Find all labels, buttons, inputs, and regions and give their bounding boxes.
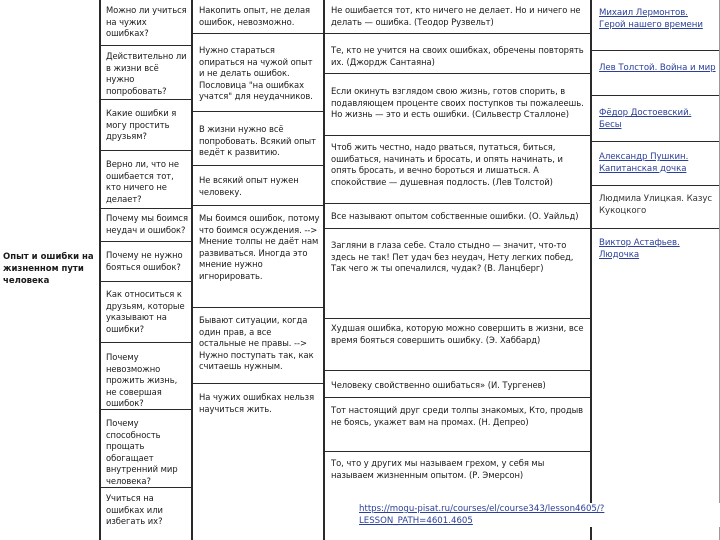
literature-entry: Людмила Улицкая. Казус Кукоцкого — [599, 194, 713, 216]
question-cell: Почему способность прощать обогащает внутренний мир человека? — [106, 418, 178, 486]
row-divider — [101, 487, 191, 488]
row-divider — [101, 45, 191, 46]
quote-cell: Все называют опытом собственные ошибки. (О. Уайльд) — [331, 211, 579, 221]
question-cell: Учиться на ошибках или избегать их? — [106, 493, 163, 527]
quote-cell: Если окинуть взглядом свою жизнь, готов спорить, в подавляющем проценте своих поступков ты пожалеешь. Но жизнь — это и есть ошибки. (Сильвестр Сталлоне) — [331, 86, 584, 120]
literature-column — [592, 0, 720, 540]
row-divider — [101, 241, 191, 242]
row-divider — [592, 185, 719, 186]
answer-cell: Мы боимся ошибок, потому что боимся осуждения. --> Мнение толпы не даёт нам развиваться. Иногда это мнение нужно игнорировать. — [199, 213, 320, 281]
row-divider — [592, 95, 719, 96]
question-cell: Почему невозможно прожить жизнь, не совершая ошибок? — [106, 352, 178, 409]
quote-cell: Не ошибается тот, кто ничего не делает. Но и ничего не делать — ошибка. (Теодор Рузвельт) — [331, 5, 581, 27]
literature-link[interactable]: Александр Пушкин. Капитанская дочка — [599, 152, 689, 174]
question-cell: Почему мы боимся неудач и ошибок? — [106, 213, 188, 235]
answer-cell: Накопить опыт, не делая ошибок, невозможно. — [199, 5, 311, 27]
questions-column — [101, 0, 193, 540]
question-cell: Какие ошибки я могу простить друзьям? — [106, 108, 177, 142]
row-divider — [325, 451, 590, 452]
row-divider — [325, 135, 590, 136]
row-divider — [193, 383, 323, 384]
answer-cell: Нужно стараться опираться на чужой опыт и не делать ошибок. Пословица "на ошибках учатся" для неудачников. — [199, 45, 313, 102]
row-divider — [101, 342, 191, 343]
row-divider — [325, 397, 590, 398]
row-divider — [325, 318, 590, 319]
literature-link[interactable]: Фёдор Достоевский. Бесы — [599, 108, 692, 130]
quote-cell: Загляни в глаза себе. Стало стыдно — значит, что-то здесь не так! Пет удач без неудач, Нету легких побед, Так чего ж ты опечалился, чудак? (В. Ланцберг) — [331, 240, 574, 274]
question-cell: Можно ли учиться на чужих ошибках? — [106, 5, 187, 39]
quote-cell: Худшая ошибка, которую можно совершить в жизни, все время бояться совершить ошибку. (Э. Хаббард) — [331, 323, 584, 345]
row-divider — [101, 409, 191, 410]
row-divider — [325, 370, 590, 371]
row-divider — [193, 307, 323, 308]
source-link[interactable]: https://mogu-pisat.ru/courses/el/course343/lesson4605/? LESSON_PATH=4601.4605 — [357, 503, 720, 527]
row-divider — [325, 203, 590, 204]
quote-cell: Тот настоящий друг среди толпы знакомых, Кто, продыв не боясь, укажет вам на промах. (Н. Депрео) — [331, 405, 584, 427]
answer-cell: Бывают ситуации, когда один прав, а все остальные не правы. --> Нужно поступать так, как считаешь нужным. — [199, 315, 314, 372]
quote-cell: Человеку свойственно ошибаться» (И. Тургенев) — [331, 380, 546, 390]
question-cell: Как относиться к друзьям, которые указывают на ошибки? — [106, 289, 185, 334]
row-divider — [101, 150, 191, 151]
topic-label: Опыт и ошибки на жизненном пути человека — [3, 252, 94, 286]
literature-link[interactable]: Михаил Лермонтов. Герой нашего времени — [599, 8, 703, 30]
answer-cell: В жизни нужно всё попробовать. Всякий опыт ведёт к развитию. — [199, 124, 316, 158]
row-divider — [193, 165, 323, 166]
quote-cell: Те, кто не учится на своих ошибках, обречены повторять их. (Джордж Сантаяна) — [331, 45, 584, 67]
literature-link[interactable]: Лев Толстой. Война и мир — [599, 63, 716, 73]
answer-cell: Не всякий опыт нужен человеку. — [199, 175, 299, 197]
row-divider — [193, 111, 323, 112]
row-divider — [325, 33, 590, 34]
row-divider — [193, 33, 323, 34]
question-cell: Действительно ли в жизни всё нужно попробовать? — [106, 51, 187, 96]
answer-cell: На чужих ошибках нельзя научиться жить. — [199, 392, 315, 414]
quote-cell: Чтоб жить честно, надо рваться, путаться, биться, ошибаться, начинать и бросать, и опять начинать, и опять бросать, и вечно бороться и лишаться. А спокойствие — душевная подлость. (Лев Толстой) — [331, 142, 563, 187]
quote-cell: То, что у других мы называем грехом, у себя мы называем жизненным опытом. (Р. Эмерсон) — [331, 458, 545, 480]
row-divider — [101, 208, 191, 209]
row-divider — [101, 281, 191, 282]
quotes-column — [325, 0, 592, 540]
row-divider — [592, 50, 719, 51]
row-divider — [325, 228, 590, 229]
row-divider — [592, 141, 719, 142]
row-divider — [193, 205, 323, 206]
row-divider — [325, 73, 590, 74]
row-divider — [592, 228, 719, 229]
topic-column — [0, 0, 101, 540]
literature-link[interactable]: Виктор Астафьев. Людочка — [599, 238, 680, 260]
row-divider — [101, 99, 191, 100]
question-cell: Верно ли, что не ошибается тот, кто ничего не делает? — [106, 159, 180, 204]
question-cell: Почему не нужно бояться ошибок? — [106, 250, 183, 272]
answers-column — [193, 0, 325, 540]
